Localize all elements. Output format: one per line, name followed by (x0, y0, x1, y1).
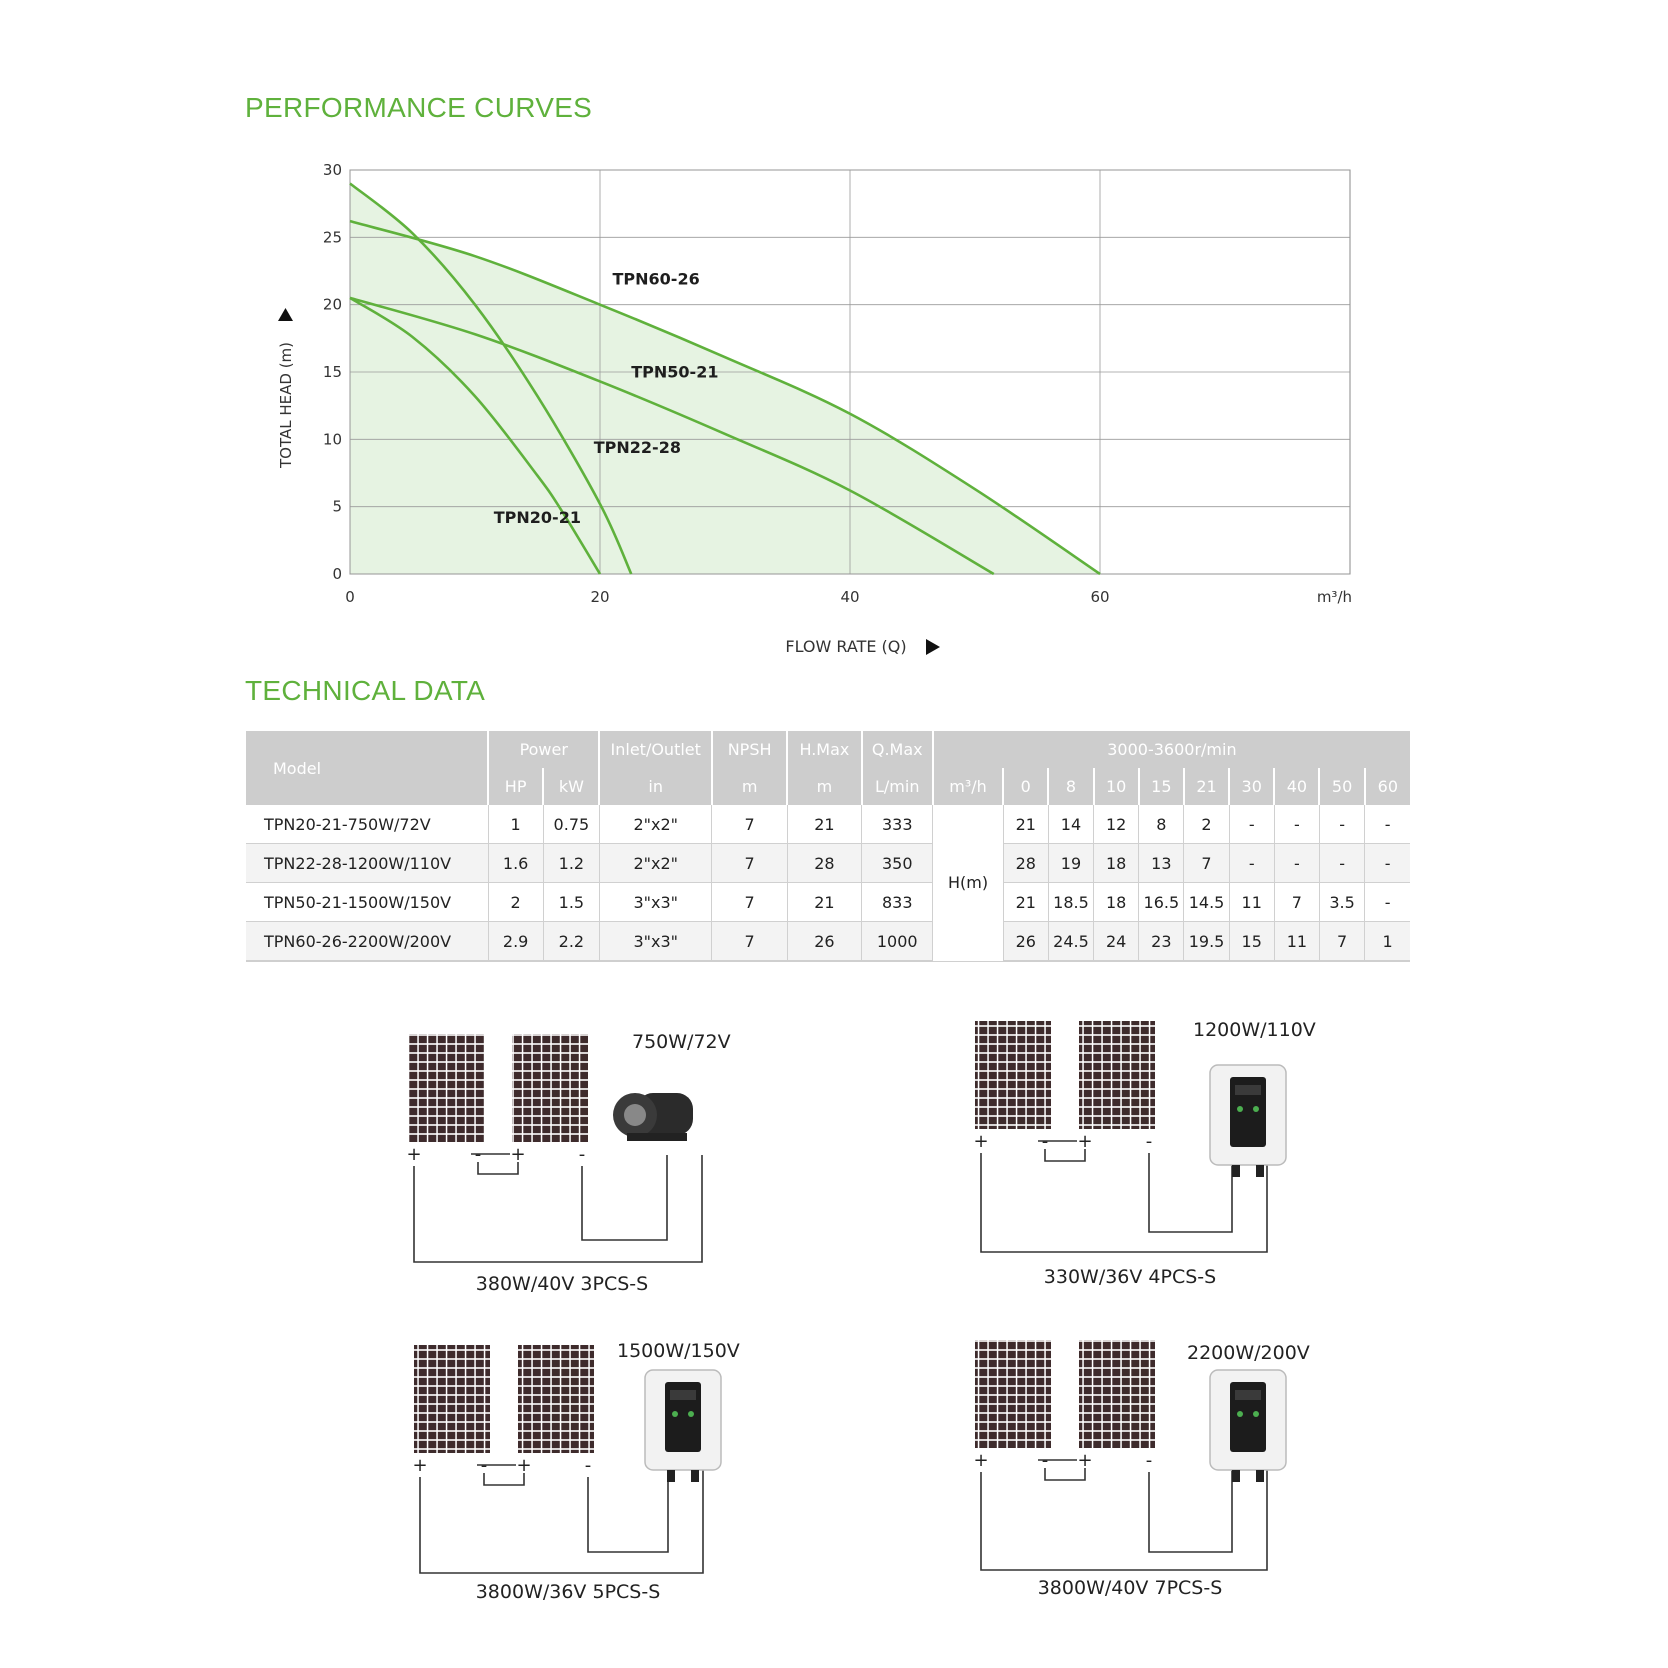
hmax-cell: 21 (787, 883, 861, 922)
device-rating-label: 1500W/150V (617, 1340, 740, 1362)
solar-panel (408, 1034, 484, 1142)
solar-panel (1079, 1021, 1155, 1129)
model-cell: TPN20-21-750W/72V (246, 805, 488, 844)
series-label: TPN60-26 (612, 269, 700, 289)
plus-terminal: + (510, 1144, 526, 1165)
minus-terminal: - (474, 1144, 482, 1165)
positive-wire (414, 1155, 702, 1262)
head-cell: - (1229, 844, 1274, 883)
head-cell: - (1319, 805, 1364, 844)
head-cell: 19.5 (1184, 922, 1229, 962)
panel-spec-label: 330W/36V 4PCS-S (1043, 1266, 1217, 1288)
header-qmax: Q.Max (862, 731, 933, 768)
x-tick-label: 40 (840, 588, 860, 606)
y-tick-label: 25 (322, 228, 342, 247)
npsh-cell: 7 (712, 883, 787, 922)
head-cell: - (1319, 844, 1364, 883)
inlet-outlet-cell: 3"x3" (599, 883, 711, 922)
hmax-cell: 21 (787, 805, 861, 844)
header-qmax-unit: L/min (862, 768, 933, 805)
npsh-cell: 7 (712, 844, 787, 883)
minus-terminal: - (1145, 1131, 1153, 1152)
header-kw: kW (543, 768, 599, 805)
device-rating-label: 2200W/200V (1187, 1342, 1310, 1364)
header-flow: 40 (1274, 768, 1319, 805)
solar-panel (1079, 1340, 1155, 1448)
head-label-cell: H(m) (933, 805, 1003, 961)
panel-spec-label: 3800W/40V 7PCS-S (1037, 1577, 1223, 1599)
y-tick-label: 5 (332, 497, 342, 516)
header-flow-unit: m³/h (933, 768, 1003, 805)
head-cell: 3.5 (1319, 883, 1364, 922)
npsh-cell: 7 (712, 805, 787, 844)
negative-wire (582, 1155, 667, 1240)
header-flow: 10 (1094, 768, 1139, 805)
x-axis-title: FLOW RATE (Q) (785, 637, 907, 656)
kw-cell: 2.2 (543, 922, 599, 962)
head-cell: 7 (1319, 922, 1364, 962)
header-inlet-outlet: Inlet/Outlet (599, 731, 711, 768)
cable-gland-icon (691, 1470, 699, 1482)
plus-terminal: + (973, 1131, 989, 1152)
header-flow: 60 (1365, 768, 1410, 805)
inlet-outlet-cell: 3"x3" (599, 922, 711, 962)
header-hmax-unit: m (787, 768, 861, 805)
hp-cell: 2 (488, 883, 543, 922)
solar-panel (414, 1345, 490, 1453)
series-label: TPN20-21 (493, 507, 581, 527)
performance-curves-title: PERFORMANCE CURVES (245, 92, 593, 123)
wiring-diagram (973, 1019, 1315, 1288)
panel-spec-label: 3800W/36V 5PCS-S (475, 1581, 661, 1603)
controller-led-icon (1253, 1411, 1259, 1417)
header-flow: 50 (1319, 768, 1364, 805)
minus-terminal: - (1041, 1450, 1049, 1471)
head-cell: 24 (1094, 922, 1139, 962)
minus-terminal: - (578, 1144, 586, 1165)
header-flow: 15 (1139, 768, 1184, 805)
qmax-cell: 333 (862, 805, 933, 844)
head-cell: 24.5 (1048, 922, 1093, 962)
model-cell: TPN50-21-1500W/150V (246, 883, 488, 922)
header-flow: 30 (1229, 768, 1274, 805)
controller-display-icon (1235, 1390, 1261, 1400)
kw-cell: 0.75 (543, 805, 599, 844)
head-cell: 18 (1094, 844, 1139, 883)
inlet-outlet-cell: 2"x2" (599, 844, 711, 883)
header-in: in (599, 768, 711, 805)
y-tick-label: 10 (322, 430, 342, 449)
npsh-cell: 7 (712, 922, 787, 962)
x-tick-label: 60 (1090, 588, 1110, 606)
cable-gland-icon (1256, 1470, 1264, 1482)
device-rating-label: 1200W/110V (1193, 1019, 1316, 1041)
x-tick-label: 20 (590, 588, 610, 606)
head-cell: 28 (1003, 844, 1048, 883)
panel-spec-label: 380W/40V 3PCS-S (475, 1273, 649, 1295)
kw-cell: 1.2 (543, 844, 599, 883)
device-rating-label: 750W/72V (632, 1031, 731, 1053)
plus-terminal: + (516, 1455, 532, 1476)
header-flow: 8 (1048, 768, 1093, 805)
minus-terminal: - (584, 1455, 592, 1476)
y-tick-label: 0 (332, 565, 342, 583)
wiring-diagram (973, 1340, 1309, 1599)
controller-display-icon (1235, 1085, 1261, 1095)
head-cell: 21 (1003, 805, 1048, 844)
minus-terminal: - (1145, 1450, 1153, 1471)
series-label: TPN50-21 (631, 362, 719, 382)
head-cell: 13 (1139, 844, 1184, 883)
controller-led-icon (1237, 1106, 1243, 1112)
qmax-cell: 1000 (862, 922, 933, 962)
head-cell: 19 (1048, 844, 1093, 883)
series-label: TPN22-28 (593, 437, 681, 457)
hmax-cell: 28 (787, 844, 861, 883)
header-npsh: NPSH (712, 731, 787, 768)
pump-inlet-icon (624, 1104, 646, 1126)
head-cell: 18 (1094, 883, 1139, 922)
qmax-cell: 350 (862, 844, 933, 883)
header-model: Model (246, 731, 488, 805)
head-cell: 8 (1139, 805, 1184, 844)
solar-panel (518, 1345, 594, 1453)
solar-panel (975, 1340, 1051, 1448)
wiring-diagram (406, 1031, 730, 1295)
head-cell: 26 (1003, 922, 1048, 962)
inlet-outlet-cell: 2"x2" (599, 805, 711, 844)
hp-cell: 1 (488, 805, 543, 844)
cable-gland-icon (1232, 1165, 1240, 1177)
model-cell: TPN60-26-2200W/200V (246, 922, 488, 962)
kw-cell: 1.5 (543, 883, 599, 922)
header-flow: 0 (1003, 768, 1048, 805)
header-power: Power (488, 731, 599, 768)
head-cell: - (1229, 805, 1274, 844)
header-hmax: H.Max (787, 731, 861, 768)
controller-led-icon (688, 1411, 694, 1417)
head-cell: 23 (1139, 922, 1184, 962)
head-cell: 7 (1184, 844, 1229, 883)
head-cell: 1 (1365, 922, 1410, 962)
head-cell: 14.5 (1184, 883, 1229, 922)
head-cell: 12 (1094, 805, 1139, 844)
minus-terminal: - (480, 1455, 488, 1476)
cable-gland-icon (667, 1470, 675, 1482)
head-cell: - (1365, 844, 1410, 883)
plus-terminal: + (1077, 1131, 1093, 1152)
plus-terminal: + (973, 1450, 989, 1471)
y-tick-label: 20 (322, 295, 342, 314)
controller-led-icon (1253, 1106, 1259, 1112)
header-speed: 3000-3600r/min (933, 731, 1410, 768)
plus-terminal: + (406, 1144, 422, 1165)
head-cell: 2 (1184, 805, 1229, 844)
y-tick-label: 30 (322, 161, 342, 179)
y-tick-label: 15 (322, 363, 342, 381)
solar-panel (512, 1034, 588, 1142)
x-unit-label: m³/h (1316, 588, 1352, 606)
pump-base-icon (627, 1133, 687, 1141)
plus-terminal: + (1077, 1450, 1093, 1471)
plus-terminal: + (412, 1455, 428, 1476)
head-cell: 15 (1229, 922, 1274, 962)
head-cell: 21 (1003, 883, 1048, 922)
head-cell: - (1274, 805, 1319, 844)
minus-terminal: - (1041, 1131, 1049, 1152)
hp-cell: 1.6 (488, 844, 543, 883)
header-hp: HP (488, 768, 543, 805)
qmax-cell: 833 (862, 883, 933, 922)
hp-cell: 2.9 (488, 922, 543, 962)
x-tick-label: 0 (345, 588, 355, 606)
header-flow: 21 (1184, 768, 1229, 805)
y-axis-title: TOTAL HEAD (m) (277, 341, 295, 469)
technical-data-title: TECHNICAL DATA (245, 675, 486, 706)
head-cell: - (1365, 805, 1410, 844)
controller-led-icon (1237, 1411, 1243, 1417)
head-cell: 11 (1229, 883, 1274, 922)
solar-panel (975, 1021, 1051, 1129)
hmax-cell: 26 (787, 922, 861, 962)
head-cell: 11 (1274, 922, 1319, 962)
head-cell: 7 (1274, 883, 1319, 922)
head-cell: 18.5 (1048, 883, 1093, 922)
head-cell: 16.5 (1139, 883, 1184, 922)
head-cell: - (1365, 883, 1410, 922)
cable-gland-icon (1232, 1470, 1240, 1482)
head-cell: - (1274, 844, 1319, 883)
cable-gland-icon (1256, 1165, 1264, 1177)
model-cell: TPN22-28-1200W/110V (246, 844, 488, 883)
wiring-diagram (412, 1340, 739, 1603)
header-npsh-unit: m (712, 768, 787, 805)
controller-display-icon (670, 1390, 696, 1400)
head-cell: 14 (1048, 805, 1093, 844)
controller-led-icon (672, 1411, 678, 1417)
